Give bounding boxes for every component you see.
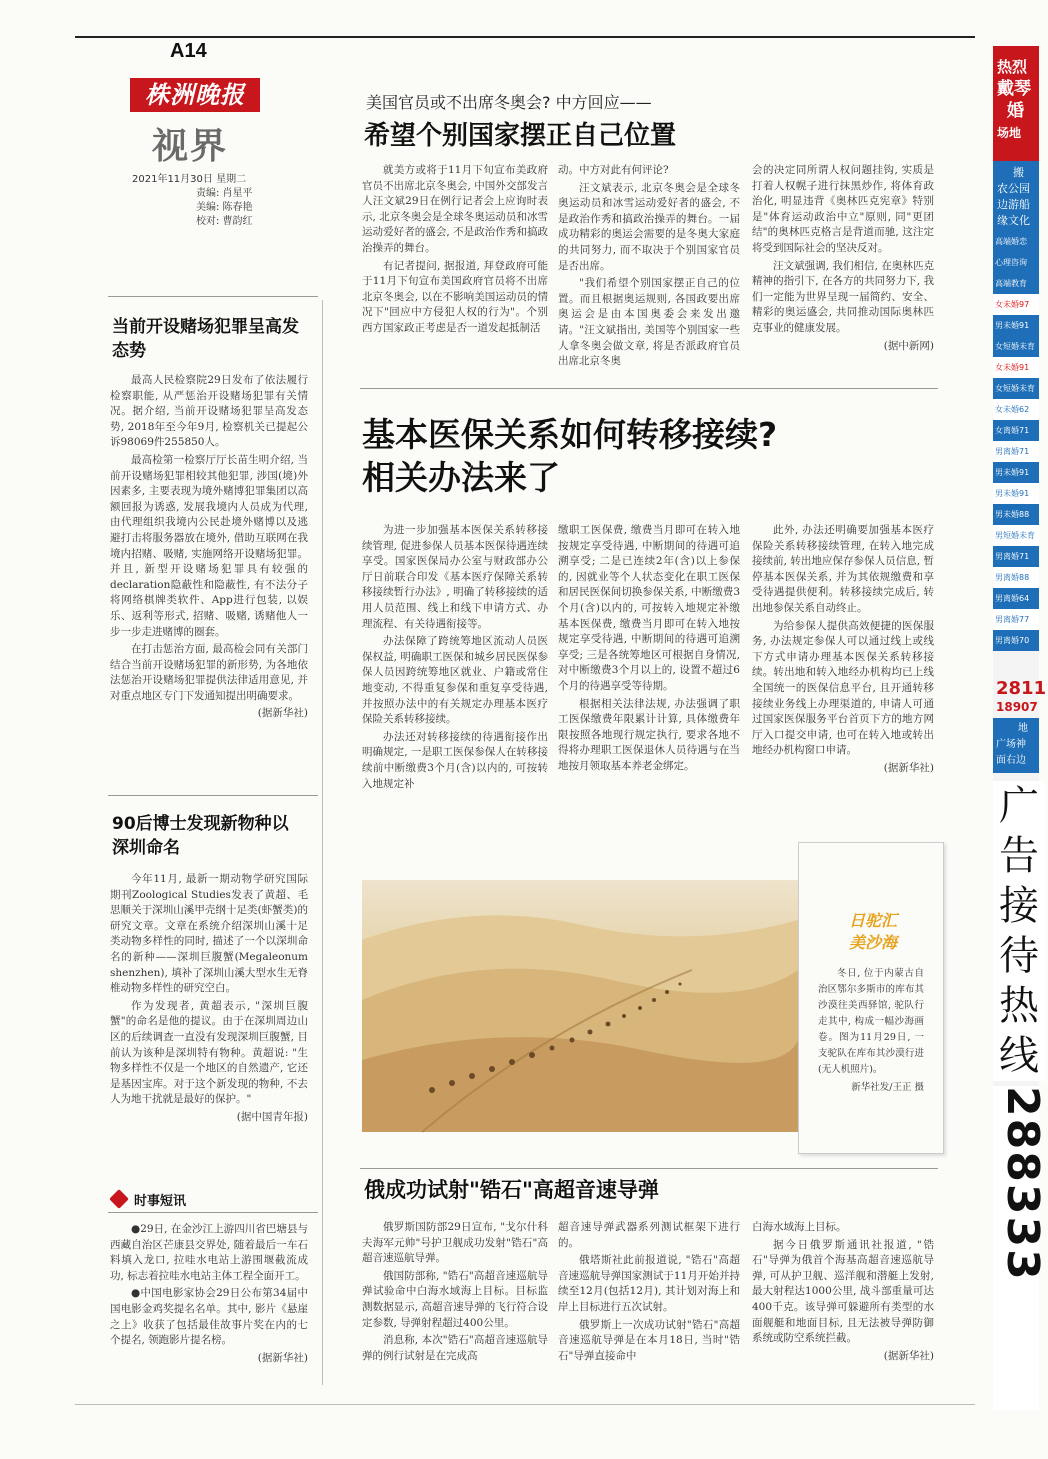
ad-bottom-block	[993, 718, 1039, 773]
source-credit: (据新华社)	[883, 1349, 934, 1362]
top-border	[75, 36, 975, 38]
paragraph: 俄国防部称, "锆石"高超音速巡航导弹试验命中白海水域海上目标。目标监测数据显示, 高超音速导弹的飞行符合设定参数, 导弹射程超过400公里。	[362, 1269, 548, 1329]
source-credit: (据新华社)	[883, 761, 934, 774]
missile-col1	[362, 1220, 548, 1390]
paragraph: 今年11月, 最新一期动物学研究国际期刊Zoological Studies发表了黄超、毛思顺关于深圳山溪甲壳纲十足类(虾蟹类)的研究文章。文章在系统介绍深圳山溪十足类动物多样性的同时, 描述了一个以深圳命名的新种——深圳巨腹蟹(Megaleonum shenzhen), 填补了深圳山溪大型水生无脊椎动物多样性的研究空白。	[110, 873, 308, 995]
brief-item: ●29日, 在金沙江上游四川省巴塘县与西藏自治区芒康县交界处, 随着最后一车石料填入龙口, 拉哇水电站上游围堰截流成功, 标志着拉哇水电站主体工程全面开工。	[110, 1223, 308, 1282]
source-credit: (据中国青年报)	[236, 1110, 308, 1123]
ad-line: 农公园	[997, 182, 1030, 195]
ad-row: 高端教育	[993, 273, 1039, 294]
ad-big-char: 热	[999, 983, 1039, 1029]
art-editor-credit: 美编: 陈春艳	[196, 202, 253, 213]
ad-big-char: 告	[999, 833, 1039, 879]
ad-row: 女未婚97	[993, 294, 1039, 315]
paragraph: 动。中方对此有何评论?	[558, 164, 669, 176]
briefs-title: 时事短讯	[134, 1194, 187, 1209]
ad-rows	[993, 231, 1039, 651]
health-col1	[362, 523, 548, 823]
photo-credit: 新华社发/王正 摄	[851, 1082, 924, 1093]
paragraph: 就美方或将于11月下旬宣布美政府官员不出席北京冬奥会, 中国外交部发言人汪文斌29日在例行记者会上应询时表示, 北京冬奥会是全球冬奥运动员和冰雪运动爱好者的盛会, 不是政治作秀和搞政治操弄的舞台。	[362, 164, 548, 254]
ad-line: 缘文化	[997, 214, 1030, 227]
ad-line: 地	[1018, 723, 1028, 734]
brief-item: ●中国电影家协会29日公布第34届中国电影金鸡奖提名名单。其中, 影片《悬崖之上》收获了包括最佳故事片奖在内的七个提名, 领跑影片提名榜。	[110, 1287, 308, 1347]
source-credit: (据新华社)	[257, 707, 308, 720]
paragraph: 会的决定同所谓人权问题挂钩, 实质是打着人权幌子进行抹黑炒作, 将体育政治化, 明显违背《奥林匹克宪章》特别是"体育运动政治中立"原则, 同"更团结"的奥林匹克格言是背道而驰, 这注定将受到国际社会的坚决反对。	[752, 164, 934, 254]
paragraph: 超音速导弹武器系列测试框架下进行的。	[558, 1221, 740, 1249]
ad-row: 男未婚88	[993, 504, 1039, 525]
ad-row: 女离婚71	[993, 420, 1039, 441]
missile-col2	[558, 1220, 740, 1390]
ad-phone1: 2811	[996, 678, 1047, 699]
ad-line: 场地	[997, 126, 1022, 140]
paragraph: 据今日俄罗斯通讯社报道, "锆石"导弹为俄首个海基高超音速巡航导弹, 可从护卫舰、巡洋舰和潜艇上发射, 最大射程达1000公里, 战斗部重量可达400千克。该导弹可躲避所有类型的水面舰艇和地面目标, 且无法被导弹防御系统或防空系统拦截。	[752, 1238, 934, 1345]
source-credit: (据新华社)	[257, 1351, 308, 1364]
top-story-col2	[558, 163, 740, 373]
ad-big-number: 288333	[997, 1086, 1048, 1282]
left-story2-body	[110, 872, 308, 1162]
top-story-col3	[752, 163, 934, 375]
desert-dunes-illustration	[362, 880, 798, 1132]
paragraph: 最高检第一检察厅厅长苗生明介绍, 当前开设赌场犯罪相较其他犯罪, 涉国(境)外因素多, 主要表现为境外赌博犯罪集团以高额回报为诱惑, 发展我境内人员成为代理, 由代理组织我境内公民赴境外赌博以及逃避打击将服务器放在境外, 借助互联网在我境内招赌、吸赌, 实施网络开设赌场犯罪。并且, 新型开设赌场犯罪具有较强的declaration隐蔽性和隐蔽性, 有不法分子将网络棋牌类软件、App进行包装, 以娱乐、返利等形式, 招赌、吸赌, 诱赌他人一步一步走进赌博的圈套。	[110, 453, 308, 638]
ad-big-char: 线	[999, 1033, 1039, 1079]
photo-badge	[828, 910, 918, 960]
photo-badge-line1: 日驼汇	[848, 911, 897, 930]
missile-col3	[752, 1220, 934, 1390]
top-story-headline: 希望个别国家摆正自己位置	[364, 121, 677, 151]
ad-line: 婚	[1007, 101, 1024, 121]
desert-photo	[362, 880, 798, 1132]
paragraph: 消息称, 本次"锆石"高超音速巡航导弹的例行试射是在完成高	[362, 1334, 548, 1362]
ad-row: 男离婚71	[993, 441, 1039, 462]
paragraph: 汪文斌强调, 我们相信, 在奥林匹克精神的指引下, 在各方的共同努力下, 我们一定能为世界呈现一届简约、安全、精彩的奥运盛会, 共同推动国际奥林匹克事业的健康发展。	[752, 259, 934, 334]
ad-line: 搬	[1013, 166, 1024, 179]
story-divider	[360, 388, 938, 389]
paragraph: 作为发现者, 黄超表示, "深圳巨腹蟹"的命名是他的提议。由于在深圳周边山区的后续调查一直没有发现深圳巨腹蟹, 目前认为该种是深圳特有物种。黄超说: "生物多样性不仅是一个地区的自然遗产, 它还是基因宝库。对于这个新发现的物种, 不去人为地干扰就是最好的保护。"	[110, 999, 308, 1106]
paragraph: 汪文斌表示, 北京冬奥会是全球冬奥运动员和冰雪运动爱好者的盛会, 不是政治作秀和搞政治操弄的舞台。一届成功精彩的奥运会需要的是冬奥大家庭的共同努力, 而不取决于个别国家官员是否出席。	[558, 181, 740, 272]
bottom-border	[75, 1404, 975, 1405]
ad-row: 男离婚71	[993, 546, 1039, 567]
photo-badge-line2: 美沙海	[848, 933, 897, 952]
paragraph: 最高人民检察院29日发布了依法履行检察职能, 从严惩治开设赌场犯罪有关情况。据介绍, 当前开设赌场犯罪呈高发态势, 2018年至今年9月, 检察机关已提起公诉98069件255850人。	[110, 374, 308, 449]
paper-logo: 株洲晚报	[130, 78, 260, 112]
paragraph: 此外, 办法还明确要加强基本医疗保险关系转移接续管理, 在转入地完成接续前, 转出地应保存参保人员信息, 暂停基本医保关系, 并为其依规缴费和享受待遇提供便利。转移接续完成后, 转出地参保关系自动终止。	[752, 524, 934, 614]
paragraph: 为给参保人提供高效便捷的医保服务, 办法规定参保人可以通过线上或线下方式申请办理基本医保关系转移接续。转出地和转入地经办机构均已上线全国统一的医保信息平台, 且开通转移接续业务线上办理渠道的, 申请人可通过国家医保服务平台首页下方的地方网厅入口提交申请, 也可在转入地或转出地经办机构窗口申请。	[752, 619, 934, 757]
paragraph: 根据相关法律法规, 办法强调了职工医保缴费年限累计计算, 具体缴费年限按照各地现行规定执行, 要求各地不得将办理职工医保退休人员待遇与在当地按月领取基本养老金绑定。	[558, 697, 740, 772]
ad-line: 广场神	[996, 739, 1026, 750]
left-story2-headline: 90后博士发现新物种以深圳命名	[112, 814, 289, 858]
ad-big-char: 接	[999, 883, 1039, 929]
ad-row: 男离婚64	[993, 588, 1039, 609]
ad-big-chars	[993, 781, 1045, 1081]
health-col2	[558, 523, 740, 823]
ad-row: 男未婚91	[993, 483, 1039, 504]
health-headline-line1: 基本医保关系如何转移接续?	[362, 415, 778, 454]
health-headline-line2: 相关办法来了	[362, 458, 560, 497]
ad-phone2: 18907	[996, 700, 1038, 714]
paragraph: "我们希望个别国家摆正自己的位置。而且根据奥运规则, 各国政要出席奥运会是由本国奥委会来发出邀请。"汪文斌指出, 美国等个别国家一些人拿冬奥会做文章, 将是否派政府官员出席北京冬奥	[558, 277, 740, 368]
ad-line: 面右边	[996, 755, 1026, 766]
paragraph: 办法保障了跨统筹地区流动人员医保权益, 明确职工医保和城乡居民医保参保人员因跨统筹地区就业、户籍或常住地变动, 不得重复参保和重复享受待遇, 并按照办法中的有关规定办理基本医疗保险关系转移接续。	[362, 635, 548, 726]
column-divider	[322, 300, 323, 1385]
paragraph: 在打击惩治方面, 最高检会同有关部门结合当前开设赌场犯罪的新形势, 为各地依法惩治开设赌场犯罪提供法律适用意见, 并对重点地区专门下发通知提出明确要求。	[110, 643, 308, 702]
ad-row: 女未婚91	[993, 357, 1039, 378]
left-divider-2	[108, 795, 318, 796]
ad-row: 高端婚恋	[993, 231, 1039, 252]
ad-row: 男未婚91	[993, 462, 1039, 483]
ad-header	[993, 46, 1039, 161]
ad-big-number-wrap	[993, 1086, 1048, 1410]
health-col3	[752, 523, 934, 813]
editor-credit: 责编: 肖星平	[196, 188, 253, 199]
ad-row: 男离婚77	[993, 609, 1039, 630]
page-number: A14	[170, 40, 207, 62]
briefs-body	[110, 1222, 308, 1387]
side-advertisement	[993, 46, 1048, 1410]
paragraph: 白海水域海上目标。	[752, 1221, 847, 1233]
paragraph: 俄罗斯国防部29日宣布, "戈尔什科夫海军元帅"号护卫舰成功发射"锆石"高超音速巡航导弹。	[362, 1221, 548, 1265]
left-story1-headline: 当前开设赌场犯罪呈高发态势	[112, 317, 299, 361]
ad-big-char: 待	[999, 933, 1039, 979]
paragraph: 俄塔斯社此前报道说, "锆石"高超音速巡航导弹国家测试于11月开始并持续至12月(包括12月), 其计划对海上和岸上目标进行五次试射。	[558, 1254, 740, 1313]
ad-row: 心理咨询	[993, 252, 1039, 273]
top-story-col1	[362, 163, 548, 373]
section-title: 视界	[152, 125, 229, 167]
top-story-kicker: 美国官员或不出席冬奥会? 中方回应——	[366, 93, 652, 112]
ad-row: 男离婚88	[993, 567, 1039, 588]
paragraph: 为进一步加强基本医保关系转移接续管理, 促进参保人员基本医保待遇连续享受。国家医保局办公室与财政部办公厅日前联合印发《基本医疗保障关系转移接续暂行办法》, 明确了转移接续的适用人员范围、线上和线下申请方式、办理流程、有关待遇衔接等。	[362, 524, 548, 630]
ad-line: 边游船	[997, 198, 1030, 211]
source-credit: (据中新网)	[883, 339, 934, 352]
photo-caption-block	[818, 966, 924, 1116]
missile-top-divider	[360, 1168, 938, 1169]
ad-row: 男未婚91	[993, 315, 1039, 336]
issue-date: 2021年11月30日 星期二	[132, 174, 247, 185]
paragraph: 缴职工医保费, 缴费当月即可在转入地按规定享受待遇, 中断期间的待遇可追溯享受; 二是已连续2年(含)以上参保的, 因就业等个人状态变化在职工医保和居民医保间切换参保关系, 中断缴费3个月(含)以内的, 可按转入地规定补缴基本医保费, 缴费当月即可在转入地按规定享受待遇, 中断期间的待遇可追溯享受; 三是各统筹地区可根据自身情况, 对中断缴费3个月以上的, 设置不超过6个月的待遇享受等待期。	[558, 524, 740, 692]
ad-blue-block	[993, 161, 1039, 231]
ad-line: 戴琴	[997, 79, 1031, 99]
ad-line: 热烈	[997, 58, 1028, 76]
left-top-divider	[108, 296, 318, 297]
paragraph: 办法还对转移接续的待遇衔接作出明确规定, 一是职工医保参保人在转移接续前中断缴费3个月(含)以内的, 可按转入地规定补	[362, 730, 548, 790]
ad-big-char: 广	[999, 783, 1039, 829]
ad-row: 男离婚70	[993, 630, 1039, 651]
missile-headline: 俄成功试射"锆石"高超音速导弹	[364, 1178, 659, 1202]
paragraph: 俄罗斯上一次成功试射"锆石"高超音速巡航导弹是在本月18日, 当时"锆石"导弹直接命中	[558, 1318, 740, 1362]
left-story1-body	[110, 373, 308, 773]
ad-row: 女短婚未育	[993, 336, 1039, 357]
paragraph: 有记者提问, 据报道, 拜登政府可能于11月下旬宣布美国政府官员将不出席北京冬奥会, 以在不影响美国运动员的情况下"回应中方侵犯人权的行为"。个别西方国家政正考虑是否一道发起抵制活	[362, 259, 548, 334]
ad-row: 男短婚未育	[993, 525, 1039, 546]
ad-row: 女未婚62	[993, 399, 1039, 420]
briefs-icon	[109, 1189, 129, 1209]
proofreader-credit: 校对: 曹韵红	[196, 216, 253, 227]
photo-caption: 冬日, 位于内蒙古自治区鄂尔多斯市的库布其沙漠往美西驿馆, 驼队行走其中, 构成一幅沙海画卷。图为11月29日, 一支驼队在库布其沙漠行进(无人机照片)。	[818, 968, 924, 1075]
briefs-header	[108, 1188, 318, 1213]
ad-row: 女短婚未育	[993, 378, 1039, 399]
